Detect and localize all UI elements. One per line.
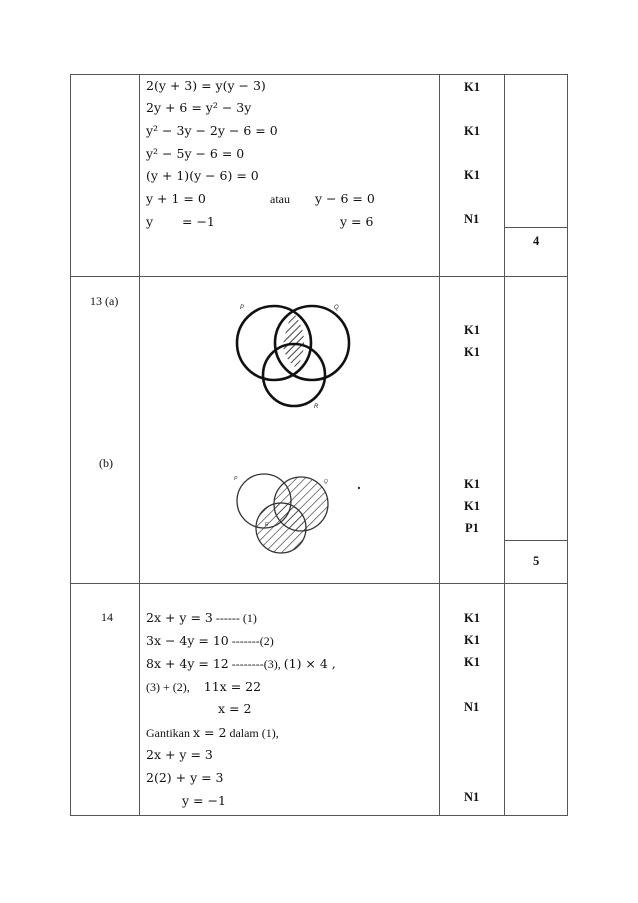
mark-label: K1 bbox=[464, 655, 480, 669]
total-mark: 4 bbox=[533, 234, 540, 248]
table-border-bottom bbox=[70, 815, 568, 816]
table-border-top bbox=[70, 74, 568, 75]
solution-line: 2y + 6 = y² − 3y bbox=[146, 100, 252, 115]
mark-label: K1 bbox=[464, 477, 480, 491]
mark-label: N1 bbox=[464, 212, 480, 226]
solution-line: 2x + y = 3 bbox=[146, 747, 213, 762]
solution-line-alt: y − 6 = 0 bbox=[315, 191, 375, 206]
mark-label: K1 bbox=[464, 124, 480, 138]
venn-a-label-p: P bbox=[240, 305, 245, 311]
venn-diagram-a-svg bbox=[228, 298, 358, 413]
question-number: 13 (a) bbox=[90, 294, 119, 308]
solution-line: y bbox=[146, 214, 154, 229]
mark-label: K1 bbox=[464, 611, 480, 625]
venn-a-label-r: R bbox=[314, 404, 319, 410]
mark-label: K1 bbox=[464, 499, 480, 513]
mark-label: K1 bbox=[464, 323, 480, 337]
solution-line: 2(2) + y = 3 bbox=[146, 770, 224, 785]
solution-line: y = −1 bbox=[182, 793, 226, 808]
row-divider-1 bbox=[70, 276, 568, 277]
column-divider-3 bbox=[504, 74, 505, 816]
mark-label: P1 bbox=[465, 521, 479, 535]
venn-b-label-r: R bbox=[265, 522, 269, 528]
equation-3: 8x + 4y = 12 --------(3), (1) × 4 , bbox=[146, 656, 336, 671]
sum-step: (3) + (2), 11x = 22 bbox=[146, 679, 262, 694]
total-divider-1 bbox=[504, 227, 568, 228]
table-border-left bbox=[70, 74, 71, 816]
venn-a-shaded-region bbox=[283, 312, 304, 368]
solution-line: y² − 5y − 6 = 0 bbox=[146, 146, 245, 161]
question-number: 14 bbox=[101, 610, 113, 624]
venn-b-label-p: P bbox=[234, 476, 238, 482]
venn-diagram-b-svg bbox=[228, 470, 378, 560]
mark-label: N1 bbox=[464, 700, 480, 714]
solution-line: = −1 bbox=[182, 214, 215, 229]
mark-label: K1 bbox=[464, 345, 480, 359]
total-divider-2 bbox=[504, 540, 568, 541]
solution-line: (y + 1)(y − 6) = 0 bbox=[146, 168, 259, 183]
total-mark: 5 bbox=[533, 554, 540, 568]
question-part: (b) bbox=[99, 456, 113, 470]
solution-line-alt: y = 6 bbox=[340, 214, 374, 229]
mark-label: K1 bbox=[464, 80, 480, 94]
substitution-line: Gantikan x = 2 dalam (1), bbox=[146, 725, 279, 740]
solution-line: y + 1 = 0 bbox=[146, 191, 206, 206]
column-divider-2 bbox=[439, 74, 440, 816]
equation-2: 3x − 4y = 10 -------(2) bbox=[146, 633, 274, 648]
mark-label: K1 bbox=[464, 633, 480, 647]
mark-label: N1 bbox=[464, 790, 480, 804]
stray-dot bbox=[358, 487, 360, 489]
row-divider-2 bbox=[70, 583, 568, 584]
table-border-right bbox=[567, 74, 568, 816]
column-divider-1 bbox=[139, 74, 140, 816]
x-solution: x = 2 bbox=[218, 701, 252, 716]
venn-a-label-q: Q bbox=[334, 305, 339, 311]
venn-diagram-b bbox=[228, 470, 378, 560]
atau-word: atau bbox=[270, 192, 290, 206]
equation-1: 2x + y = 3 ------ (1) bbox=[146, 610, 257, 625]
solution-line: y² − 3y − 2y − 6 = 0 bbox=[146, 123, 278, 138]
solution-line: 2(y + 3) = y(y − 3) bbox=[146, 78, 266, 93]
venn-b-label-q: Q bbox=[324, 479, 328, 485]
mark-label: K1 bbox=[464, 168, 480, 182]
venn-diagram-a bbox=[228, 298, 358, 413]
